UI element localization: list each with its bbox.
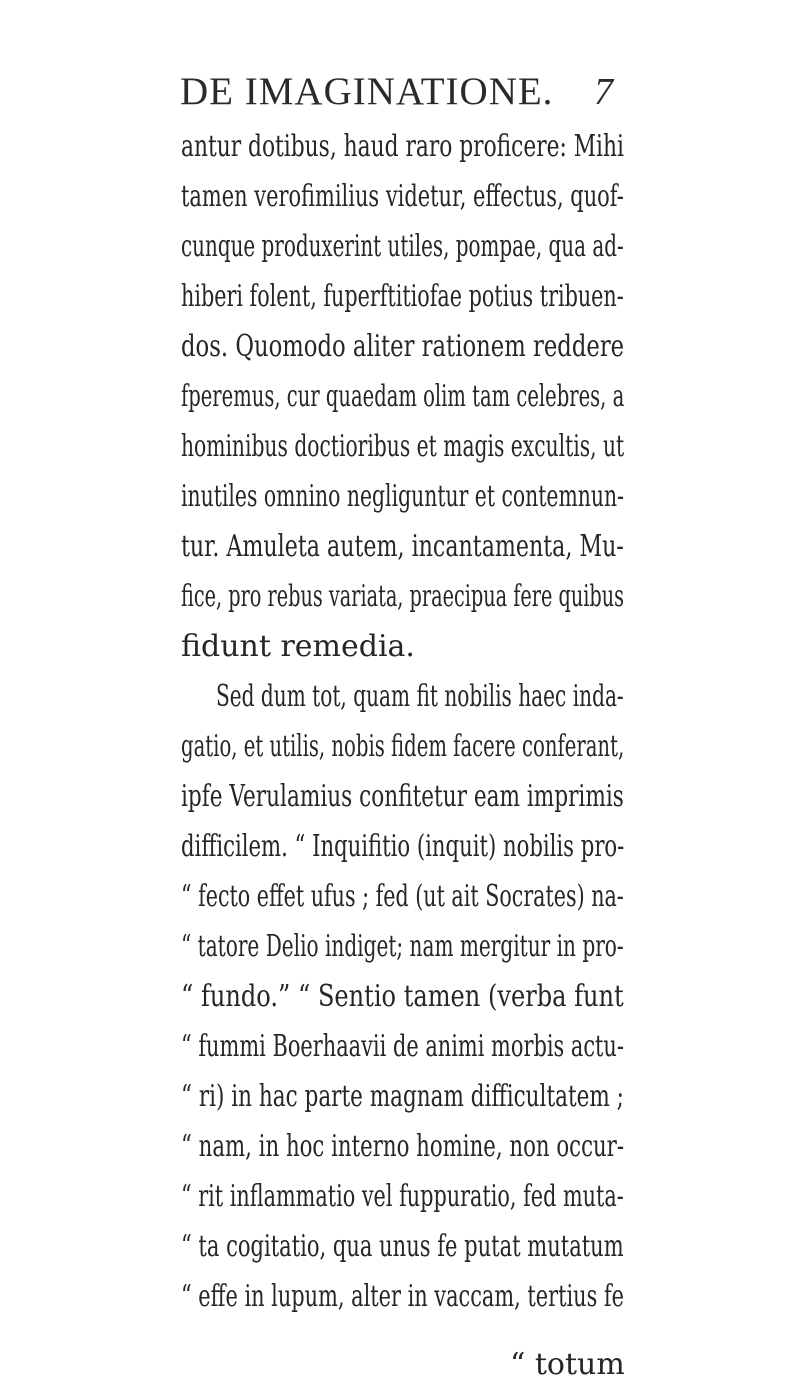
text-line: inutiles omnino negliguntur et contemnun- (181, 479, 624, 514)
text-line: “ ta cogitatio, qua unus fe putat mutatum (181, 1229, 624, 1264)
text-line: “ effe in lupum, alter in vaccam, tertius fe (181, 1279, 624, 1314)
text-line: dos. Quomodo aliter rationem reddere (181, 329, 625, 364)
text-line: fidunt remedia. (181, 629, 415, 664)
text-line: antur dotibus, haud raro proficere: Mihi (181, 129, 624, 164)
text-line: difficilem. “ Inquifitio (inquit) nobilis pro- (181, 829, 625, 864)
text-line: gatio, et utilis, nobis fidem facere conferant, (181, 729, 625, 764)
text-line: “ fummi Boerhaavii de animi morbis actu- (181, 1029, 624, 1064)
text-line: tamen verofimilius videtur, effectus, quof- (181, 179, 624, 214)
text-line: fperemus, cur quaedam olim tam celebres, a (181, 379, 625, 414)
text-line: tur. Amuleta autem, incantamenta, Mu- (181, 529, 624, 564)
text-line: hominibus doctioribus et magis excultis, ut (181, 429, 625, 464)
paragraph-first-line: Sed dum tot, quam fit nobilis haec inda- (216, 679, 624, 714)
text-line: “ tatore Delio indiget; nam mergitur in pro- (181, 929, 624, 964)
page-header (0, 70, 800, 114)
text-line: ipfe Verulamius confitetur eam imprimis (181, 779, 624, 814)
page-number: 7 (594, 71, 613, 113)
text-line: “ nam, in hoc interno homine, non occur- (181, 1129, 625, 1164)
text-line: “ fecto effet ufus ; fed (ut ait Socrates) na- (181, 879, 624, 914)
text-line: cunque produxerint utiles, pompae, qua ad- (181, 229, 624, 264)
text-line: “ fundo.” “ Sentio tamen (verba funt (181, 979, 624, 1014)
catchword: “ totum (510, 1347, 625, 1382)
running-head: DE IMAGINATIONE. (180, 70, 554, 113)
text-line: “ rit inflammatio vel fuppuratio, fed muta- (181, 1179, 624, 1214)
text-line: hiberi folent, fuperftitiofae potius tribuen- (181, 279, 624, 314)
text-line: fice, pro rebus variata, praecipua fere quibus (181, 579, 625, 614)
text-line: “ ri) in hac parte magnam difficultatem ; (181, 1079, 624, 1114)
